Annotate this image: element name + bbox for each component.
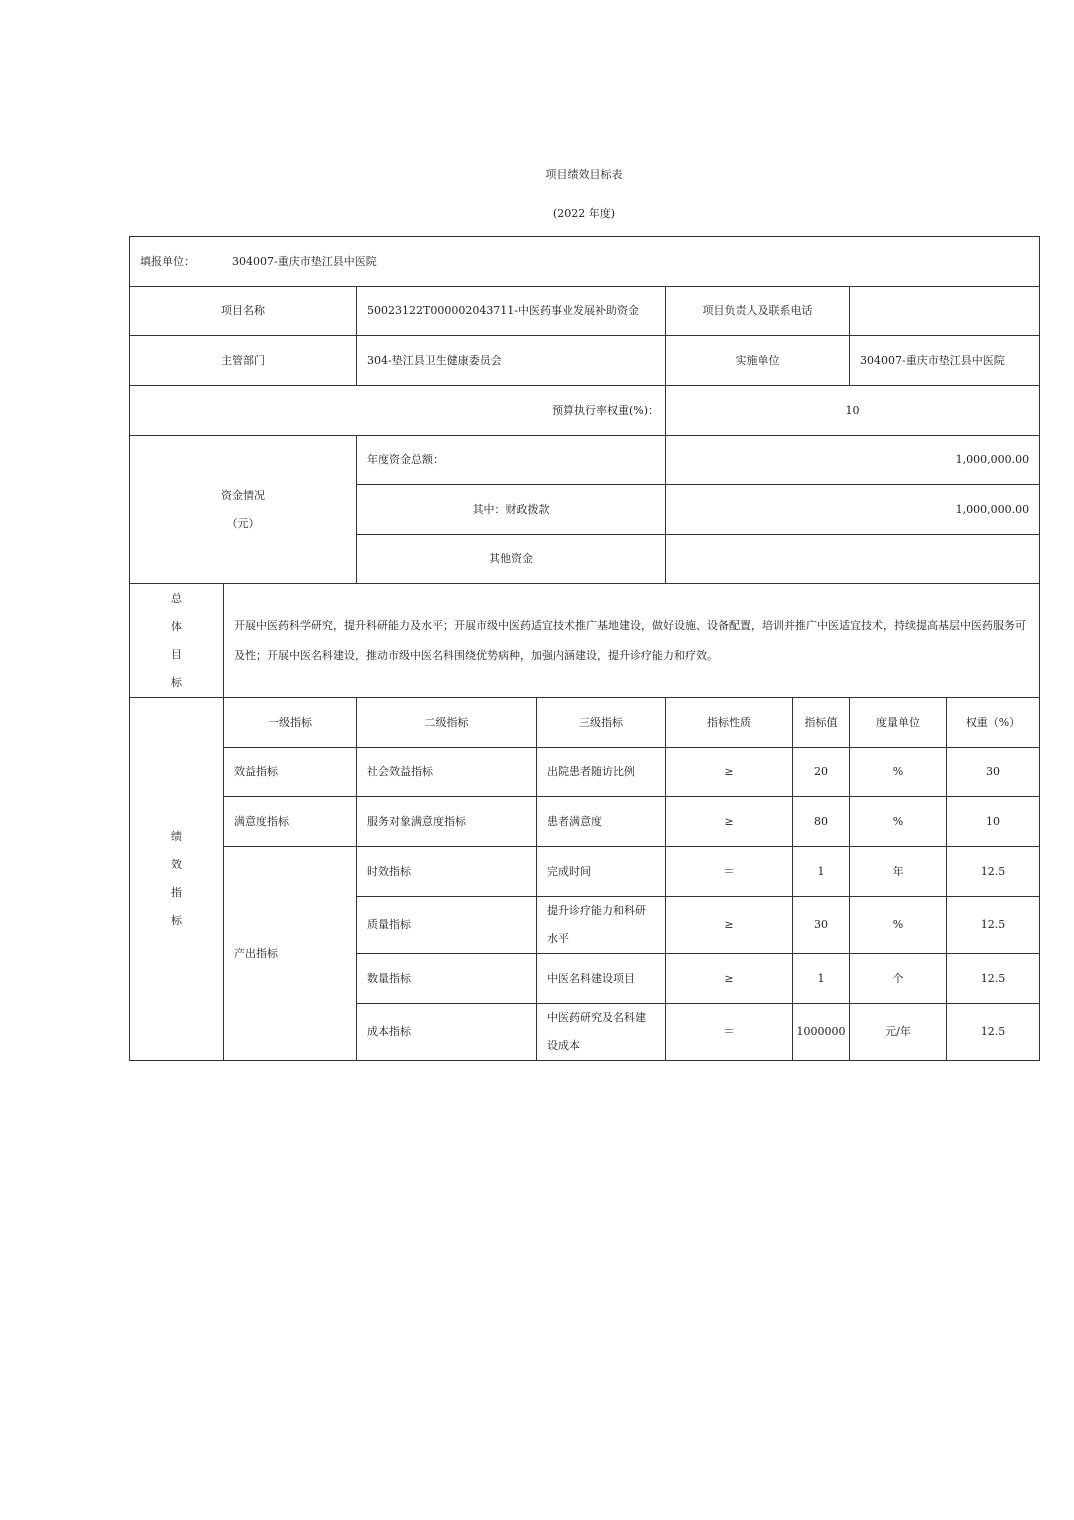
- budget-weight-value: 10: [666, 386, 1040, 436]
- filler-row: [130, 237, 1040, 287]
- goal-label: [130, 584, 224, 698]
- table-row: [130, 847, 1040, 897]
- impl-unit-label: 实施单位: [666, 336, 850, 386]
- row-l2: 质量指标: [357, 897, 537, 954]
- goal-label-char: 目: [171, 647, 182, 661]
- row-l3: 患者满意度: [537, 797, 666, 847]
- funds-other-value: [666, 535, 1040, 584]
- row-weight: 12.5: [947, 897, 1040, 954]
- row-nature: ＝: [666, 1004, 793, 1061]
- dept-label: 主管部门: [130, 336, 357, 386]
- header-l1: 一级指标: [224, 698, 357, 748]
- row-l1: 效益指标: [224, 748, 357, 797]
- header-l3: 三级指标: [537, 698, 666, 748]
- goal-label-char: 总: [171, 591, 182, 605]
- header-value: 指标值: [793, 698, 850, 748]
- goal-text: 开展中医药科学研究，提升科研能力及水平；开展市级中医药适宜技术推广基地建设，做好设施、设备配置，培训并推广中医适宜技术，持续提高基层中医药服务可及性；开展中医名科建设，推动市级中医名科围绕优势病种，加强内涵建设，提升诊疗能力和疗效。: [224, 584, 1040, 698]
- row-unit: 元/年: [850, 1004, 947, 1061]
- row-weight: 12.5: [947, 1004, 1040, 1061]
- perf-label: [130, 698, 224, 1061]
- row-l1: 产出指标: [224, 847, 357, 1061]
- row-value: 1: [793, 954, 850, 1004]
- page-subtitle-year: (2022 年度): [552, 207, 616, 220]
- row-weight: 12.5: [947, 954, 1040, 1004]
- impl-unit-value: 304007-重庆市垫江县中医院: [850, 336, 1040, 386]
- row-value: 80: [793, 797, 850, 847]
- row-l2: 时效指标: [357, 847, 537, 897]
- table-row: [130, 748, 1040, 797]
- header-weight: 权重（%）: [947, 698, 1040, 748]
- budget-weight-label: 预算执行率权重(%)：: [130, 386, 666, 436]
- funds-other-label: 其他资金: [357, 535, 666, 584]
- funds-label-cell: [130, 436, 357, 584]
- header-l2: 二级指标: [357, 698, 537, 748]
- row-nature: ≥: [666, 748, 793, 797]
- row-unit: 个: [850, 954, 947, 1004]
- perf-label-char: 标: [171, 914, 182, 927]
- row-unit: %: [850, 748, 947, 797]
- row-l3: 提升诊疗能力和科研水平: [537, 897, 666, 954]
- row-unit: %: [850, 797, 947, 847]
- perf-label-char: 指: [171, 886, 182, 899]
- row-l2: 数量指标: [357, 954, 537, 1004]
- row-l1: 满意度指标: [224, 797, 357, 847]
- row-weight: 12.5: [947, 847, 1040, 897]
- filler-value: 304007-重庆市垫江县中医院: [232, 254, 377, 268]
- row-weight: 30: [947, 748, 1040, 797]
- funds-unit: （元）: [226, 516, 260, 530]
- row-unit: 年: [850, 847, 947, 897]
- funds-total-value: 1,000,000.00: [666, 436, 1040, 485]
- performance-table: [129, 236, 1040, 1061]
- row-nature: ＝: [666, 847, 793, 897]
- row-value: 30: [793, 897, 850, 954]
- row-value: 1000000: [793, 1004, 850, 1061]
- perf-label-char: 绩: [171, 830, 182, 843]
- row-l2: 社会效益指标: [357, 748, 537, 797]
- perf-label-char: 效: [171, 858, 182, 871]
- project-contact-label: 项目负责人及联系电话: [666, 287, 850, 336]
- project-name-value: 50023122T000002043711-中医药事业发展补助资金: [357, 287, 666, 336]
- dept-value: 304-垫江县卫生健康委员会: [357, 336, 666, 386]
- row-nature: ≥: [666, 897, 793, 954]
- row-l3: 出院患者随访比例: [537, 748, 666, 797]
- table-row: [130, 797, 1040, 847]
- row-unit: %: [850, 897, 947, 954]
- filler-label: 填报单位：: [140, 254, 195, 268]
- row-l3: 完成时间: [537, 847, 666, 897]
- row-value: 20: [793, 748, 850, 797]
- row-l2: 成本指标: [357, 1004, 537, 1061]
- funds-fiscal-value: 1,000,000.00: [666, 485, 1040, 535]
- funds-total-label: 年度资金总额：: [357, 436, 666, 485]
- row-value: 1: [793, 847, 850, 897]
- header-unit: 度量单位: [850, 698, 947, 748]
- page-title: 项目绩效目标表: [545, 168, 623, 181]
- funds-fiscal-label: 其中：财政拨款: [357, 485, 666, 535]
- row-l3: 中医药研究及名科建设成本: [537, 1004, 666, 1061]
- row-nature: ≥: [666, 797, 793, 847]
- row-l2: 服务对象满意度指标: [357, 797, 537, 847]
- row-nature: ≥: [666, 954, 793, 1004]
- row-weight: 10: [947, 797, 1040, 847]
- project-name-label: 项目名称: [130, 287, 357, 336]
- row-l3: 中医名科建设项目: [537, 954, 666, 1004]
- goal-label-char: 体: [171, 619, 182, 633]
- project-contact-value: [850, 287, 1040, 336]
- funds-label: 资金情况: [221, 488, 265, 502]
- goal-label-char: 标: [171, 675, 182, 689]
- header-nature: 指标性质: [666, 698, 793, 748]
